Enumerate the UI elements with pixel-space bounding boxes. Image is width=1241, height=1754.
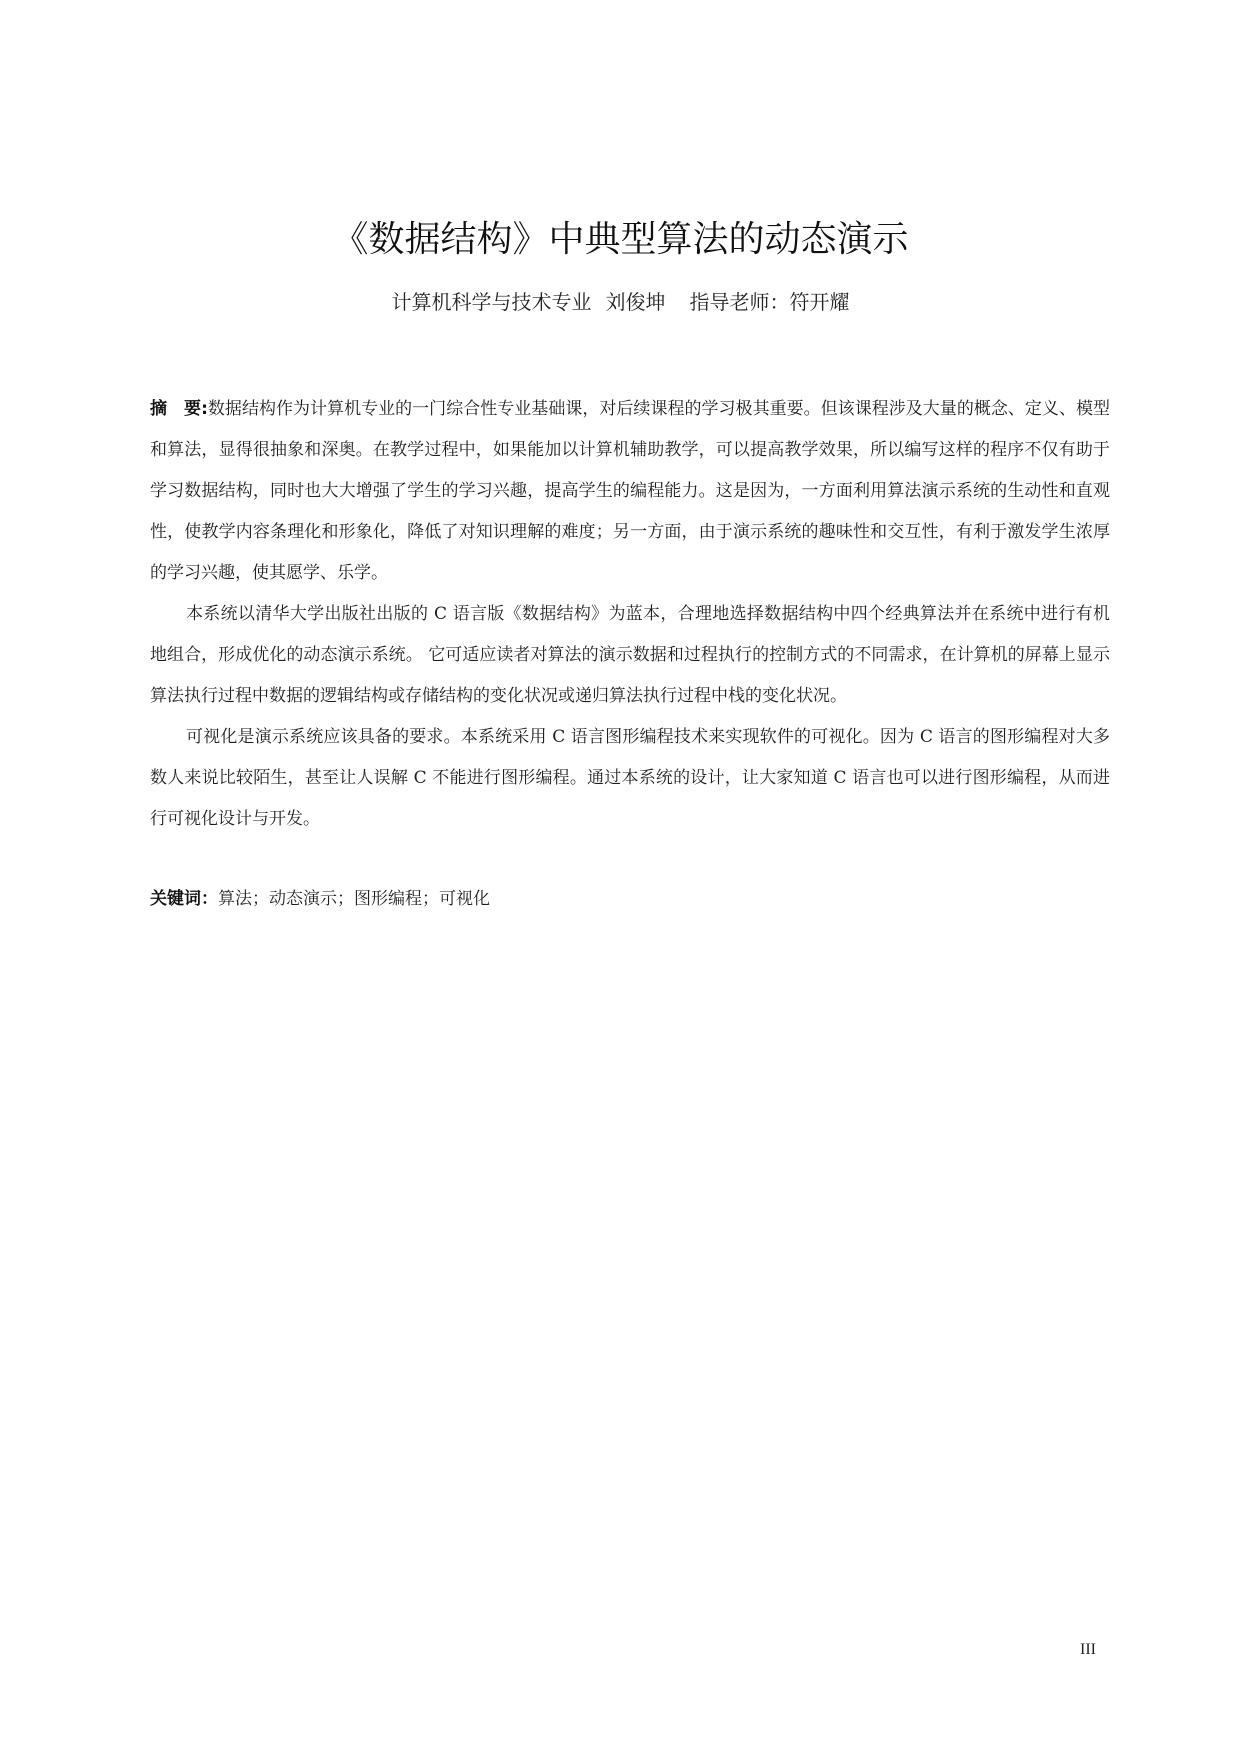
- page-number: III: [1080, 1641, 1096, 1658]
- abstract-paragraph-1: [150, 389, 1110, 594]
- byline: [0, 286, 1241, 318]
- abstract-paragraph-2: 本系统以清华大学出版社出版的 C 语言版《数据结构》为蓝本，合理地选择数据结构中四个经典算法并在系统中进行有机地组合，形成优化的动态演示系统。 它可适应读者对算法的演示数据和过程执行的控制方式的不同需求，在计算机的屏幕上显示算法执行过程中数据的逻辑结构或存储结构的变化状况或递归算法执行过程中栈的变化状况。: [150, 604, 1110, 706]
- keywords-label: 关键词：: [150, 889, 218, 909]
- abstract-paragraph-3: 可视化是演示系统应该具备的要求。本系统采用 C 语言图形编程技术来实现软件的可视化。因为 C 语言的图形编程对大多数人来说比较陌生，甚至让人误解 C 不能进行图形编程。通过本系统的设计，让大家知道 C 语言也可以进行图形编程，从而进行可视化设计与开发。: [150, 727, 1110, 829]
- advisor-name: 符开耀: [789, 290, 850, 314]
- abstract-text-1: 数据结构作为计算机专业的一门综合性专业基础课，对后续课程的学习极其重要。但该课程涉及大量的概念、定义、模型和算法，显得很抽象和深奥。在教学过程中，如果能加以计算机辅助教学，可以提高教学效果，所以编写这样的程序不仅有助于学习数据结构，同时也大大增强了学生的学习兴趣，提高学生的编程能力。这是因为，一方面利用算法演示系统的生动性和直观性，使教学内容条理化和形象化，降低了对知识理解的难度；另一方面，由于演示系统的趣味性和交互性，有利于激发学生浓厚的学习兴趣，使其愿学、乐学。: [150, 399, 1110, 583]
- author-name: 刘俊坤: [605, 290, 666, 314]
- advisor-label: 指导老师：: [689, 290, 790, 314]
- paper-title: 《数据结构》中典型算法的动态演示: [332, 219, 909, 260]
- abstract-label: 摘 要:: [150, 399, 208, 419]
- keywords-line: [150, 879, 1110, 920]
- keywords-text: 算法；动态演示；图形编程；可视化: [218, 889, 490, 909]
- major: 计算机科学与技术专业: [391, 290, 592, 314]
- abstract-section: [150, 389, 1110, 840]
